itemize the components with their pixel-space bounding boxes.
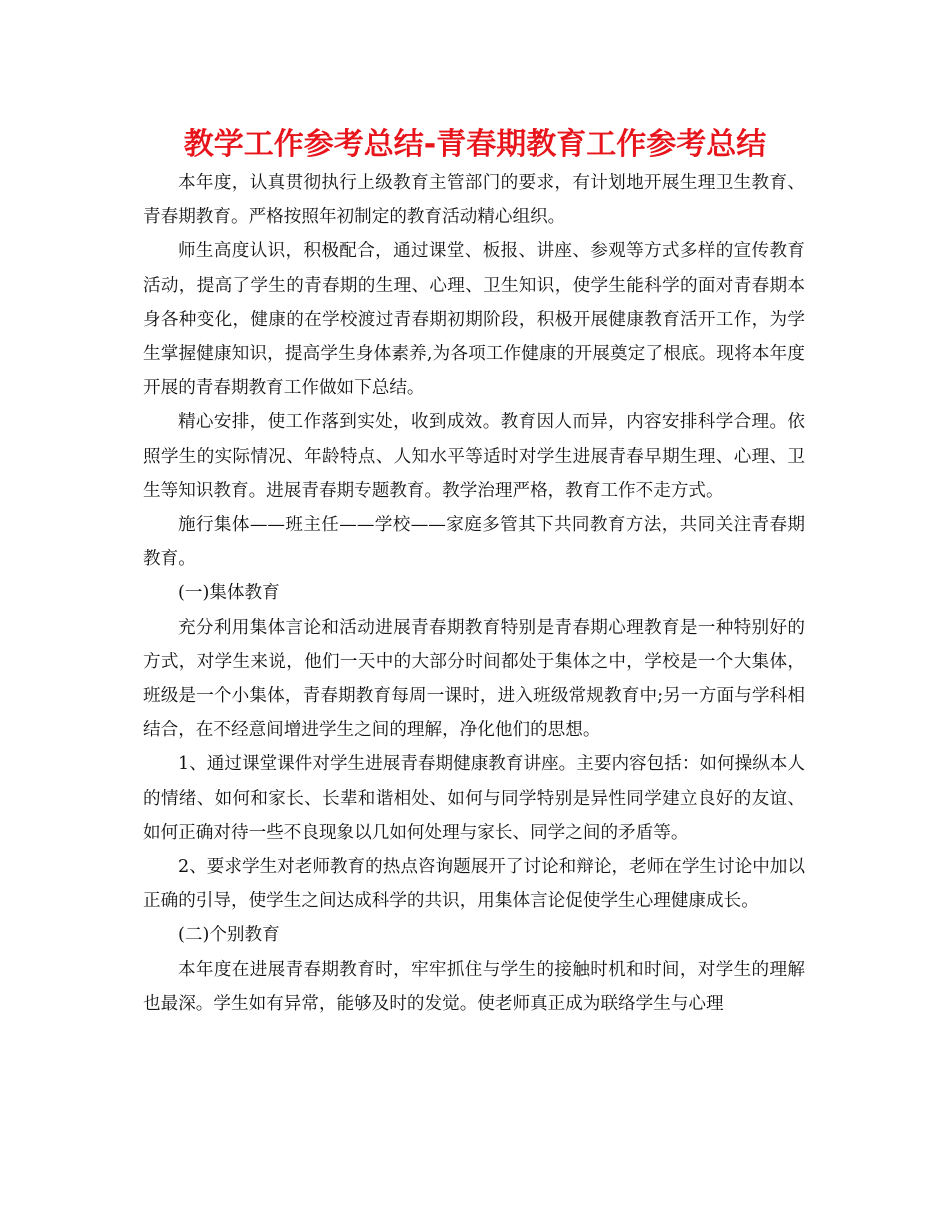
paragraph-item-1: 1、通过课堂课件对学生进展青春期健康教育讲座。主要内容包括：如何操纵本人的情绪、如何和家长、长辈和谐相处、如何与同学特别是异性同学建立良好的友谊、如何正确对待一些不良现象以几如何处理与家长、同学之间的矛盾等。	[143, 754, 805, 843]
document-title: 教学工作参考总结-青春期教育工作参考总结	[183, 127, 767, 162]
paragraph-individual: 本年度在进展青春期教育时，牢牢抓住与学生的接触时机和时间，对学生的理解也最深。学生如有异常，能够及时的发觉。使老师真正成为联络学生与心理	[143, 959, 805, 1014]
section-heading-individual: (二)个别教育	[178, 925, 280, 946]
document-body	[143, 166, 805, 1021]
paragraph-collective: 充分利用集体言论和活动进展青春期教育特别是青春期心理教育是一种特别好的方式，对学生来说，他们一天中的大部分时间都处于集体之中，学校是一个大集体，班级是一个小集体，青春期教育每周一课时，进入班级常规教育中;另一方面与学科相结合，在不经意间增进学生之间的理解，净化他们的思想。	[143, 617, 805, 741]
paragraph-joint-education: 施行集体——班主任——学校——家庭多管其下共同教育方法，共同关注青春期教育。	[143, 515, 805, 570]
paragraph-item-2: 2、要求学生对老师教育的热点咨询题展开了讨论和辩论，老师在学生讨论中加以正确的引导，使学生之间达成科学的共识，用集体言论促使学生心理健康成长。	[143, 857, 805, 912]
paragraph-intro: 本年度，认真贯彻执行上级教育主管部门的要求，有计划地开展生理卫生教育、青春期教育。严格按照年初制定的教育活动精心组织。	[143, 173, 805, 228]
section-heading-collective: (一)集体教育	[178, 583, 280, 604]
paragraph-awareness: 师生高度认识，积极配合，通过课堂、板报、讲座、参观等方式多样的宣传教育活动，提高了学生的青春期的生理、心理、卫生知识，使学生能科学的面对青春期本身各种变化，健康的在学校渡过青春期初期阶段，积极开展健康教育活开工作，为学生掌握健康知识，提高学生身体素养,为各项工作健康的开展奠定了根底。现将本年度开展的青春期教育工作做如下总结。	[143, 241, 805, 399]
paragraph-arrangement: 精心安排，使工作落到实处，收到成效。教育因人而异，内容安排科学合理。依照学生的实际情况、年龄特点、人知水平等适时对学生进展青春早期生理、心理、卫生等知识教育。进展青春期专题教育。教学治理严格，教育工作不走方式。	[143, 412, 805, 501]
